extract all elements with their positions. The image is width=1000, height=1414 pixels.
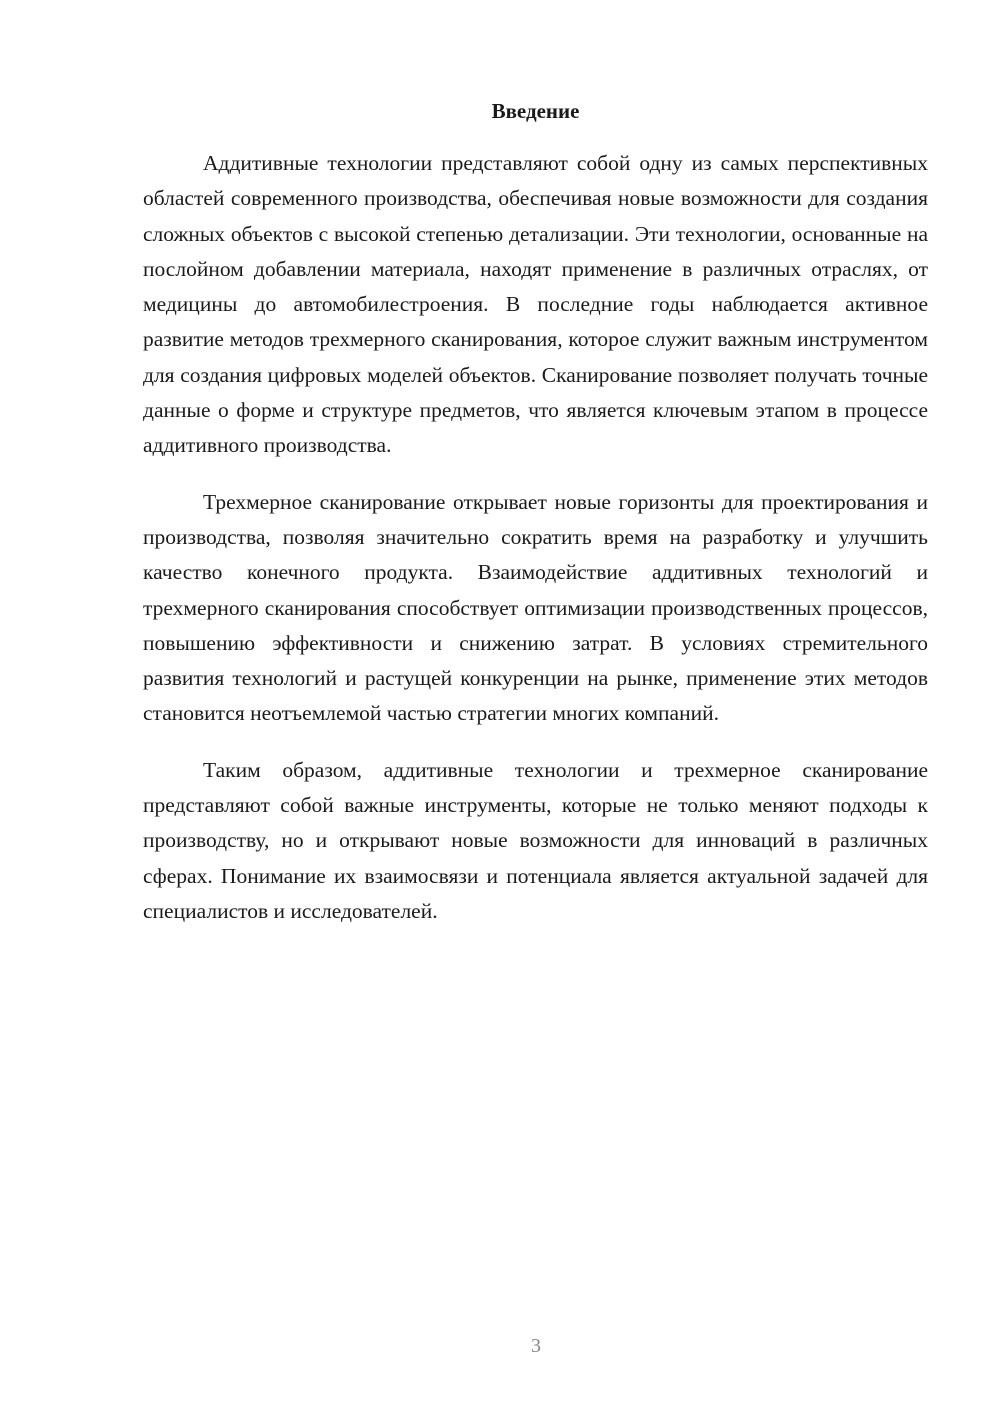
paragraph-3: Таким образом, аддитивные технологии и трехмерное сканирование представляют собой важные инструменты, которые не только меняют подходы к производству, но и открывают новые возможности для инноваций в различных сферах. Понимание их взаимосвязи и потенциала является актуальной задачей для специалистов и исследователей.	[143, 757, 928, 923]
paragraph-2: Трехмерное сканирование открывает новые горизонты для проектирования и производства, позволяя значительно сократить время на разработку и улучшить качество конечного продукта. Взаимодействие аддитивных технологий и трехмерного сканирования способствует оптимизации производственных процессов, повышению эффективности и снижению затрат. В условиях стремительного развития технологий и растущей конкуренции на рынке, применение этих методов становится неотъемлемой частью стратегии многих компаний.	[143, 489, 928, 726]
paragraph-1: Аддитивные технологии представляют собой одну из самых перспективных областей современного производства, обеспечивая новые возможности для создания сложных объектов с высокой степенью детализации. Эти технологии, основанные на послойном добавлении материала, находят применение в различных отраслях, от медицины до автомобилестроения. В последние годы наблюдается активное развитие методов трехмерного сканирования, которое служит важным инструментом для создания цифровых моделей объектов. Сканирование позволяет получать точные данные о форме и структуре предметов, что является ключевым этапом в процессе аддитивного производства.	[143, 151, 928, 458]
page-number: 3	[531, 1335, 541, 1357]
page-body	[143, 96, 928, 950]
page-title: Введение	[491, 99, 580, 123]
